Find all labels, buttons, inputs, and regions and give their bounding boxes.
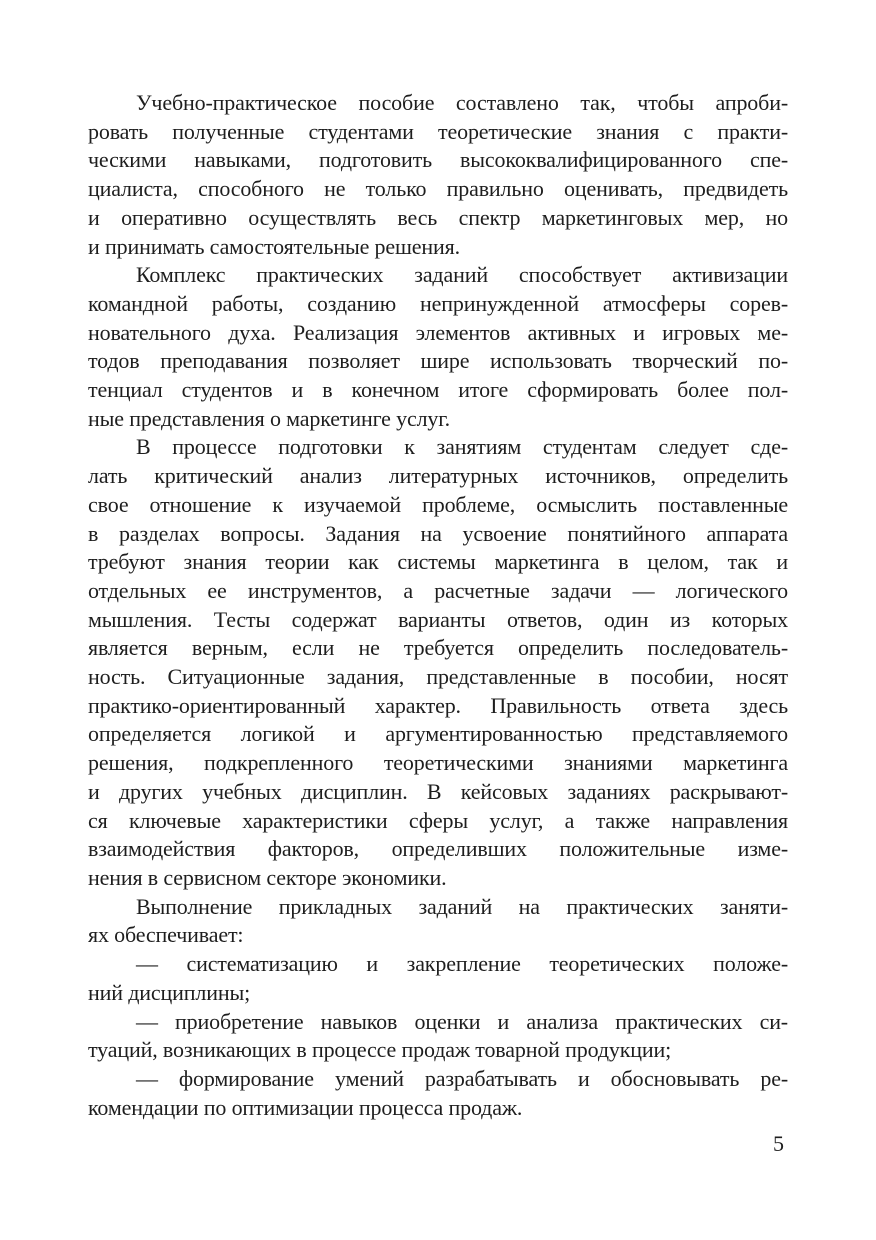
text-line: нения в сервисном секторе экономики.	[88, 864, 447, 890]
text-line: и принимать самостоятельные решения.	[88, 233, 460, 259]
text-line: ровать полученные студентами теоретические знания с практи-	[88, 118, 788, 144]
paragraph	[88, 89, 788, 261]
text-line: тенциал студентов и в конечном итоге сформировать более пол-	[88, 377, 788, 403]
text-line: — систематизацию и закрепление теоретических положе-	[136, 951, 788, 977]
text-line: В процессе подготовки к занятиям студентам следует сде-	[136, 434, 788, 460]
text-line: требуют знания теории как системы маркетинга в целом, так и	[88, 549, 788, 575]
text-line: является верным, если не требуется определить последователь-	[88, 635, 788, 661]
paragraph	[88, 893, 788, 950]
text-line: ческими навыками, подготовить высококвалифицированного спе-	[88, 147, 788, 173]
text-line: — формирование умений разрабатывать и обосновывать ре-	[136, 1065, 788, 1091]
text-line: туаций, возникающих в процессе продаж товарной продукции;	[88, 1037, 672, 1063]
text-line: ний дисциплины;	[88, 979, 251, 1005]
text-line: лать критический анализ литературных источников, определить	[88, 463, 788, 489]
paragraph	[88, 433, 788, 892]
text-line: новательного духа. Реализация элементов активных и игровых ме-	[88, 319, 788, 345]
page-number: 5	[773, 1131, 784, 1156]
text-line: и других учебных дисциплин. В кейсовых заданиях раскрывают-	[88, 778, 788, 804]
text-line: командной работы, созданию непринужденной атмосферы сорев-	[88, 290, 788, 316]
text-line: Учебно-практическое пособие составлено так, чтобы апроби-	[136, 90, 788, 115]
text-line: ях обеспечивает:	[88, 922, 244, 948]
text-line: отдельных ее инструментов, а расчетные задачи — логического	[88, 577, 788, 603]
text-line: тодов преподавания позволяет шире использовать творческий по-	[88, 348, 788, 374]
text-block	[88, 89, 788, 1122]
text-line: — приобретение навыков оценки и анализа практических си-	[136, 1008, 788, 1034]
text-line: мышления. Тесты содержат варианты ответов, один из которых	[88, 606, 788, 632]
paragraph	[88, 261, 788, 433]
paragraph	[88, 1008, 788, 1065]
text-line: практико-ориентированный характер. Правильность ответа здесь	[88, 692, 788, 718]
text-line: Комплекс практических заданий способствует активизации	[136, 262, 788, 288]
text-line: ся ключевые характеристики сферы услуг, а также направления	[88, 807, 788, 833]
text-line: и оперативно осуществлять весь спектр маркетинговых мер, но	[88, 204, 788, 230]
text-line: свое отношение к изучаемой проблеме, осмыслить поставленные	[88, 491, 788, 517]
text-line: ность. Ситуационные задания, представленные в пособии, носят	[88, 664, 788, 690]
paragraph	[88, 950, 788, 1007]
text-line: Выполнение прикладных заданий на практических заняти-	[136, 893, 788, 919]
text-line: в разделах вопросы. Задания на усвоение понятийного аппарата	[88, 520, 788, 546]
text-line: решения, подкрепленного теоретическими знаниями маркетинга	[88, 750, 788, 776]
text-line: определяется логикой и аргументированностью представляемого	[88, 721, 788, 747]
text-line: взаимодействия факторов, определивших положительные изме-	[88, 836, 788, 862]
text-line: комендации по оптимизации процесса продаж.	[88, 1094, 523, 1120]
text-line: циалиста, способного не только правильно оценивать, предвидеть	[88, 176, 788, 202]
text-line: ные представления о маркетинге услуг.	[88, 405, 451, 431]
paragraph	[88, 1065, 788, 1122]
